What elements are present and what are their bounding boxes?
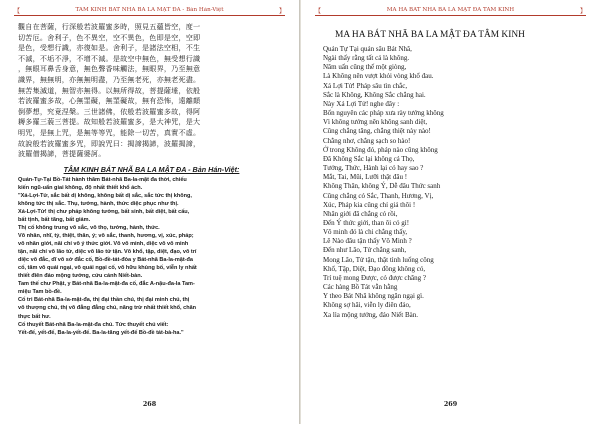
sutra-title: MA HA BÁT NHÃ BA LA MẬT ĐA TÂM KINH <box>335 30 525 40</box>
verse-line: Này Xá Lợi Tử! nghe đây : <box>323 99 400 108</box>
verse-line: Y theo Bát Nhã không ngăn ngại gì. <box>323 292 424 301</box>
verse-line: Vô minh đó là chi chẳng thấy, <box>323 228 408 237</box>
vietnamese-text-line: Vô nhãn, nhĩ, tỷ, thiệt, thân, ý; vô sắc, thanh, hương, vị, xúc, pháp; <box>18 233 194 240</box>
verse-line: Đến như Lão, Tử chẳng sanh, <box>323 246 407 255</box>
right-page-body <box>323 22 582 320</box>
chinese-text-line: 無苦集滅道，無智亦無得。以無所得故，菩提薩埵，依般 <box>18 85 201 95</box>
vietnamese-text-line: Tam thế chư Phật, y Bát-nhã Ba-la-mật-đa cố, đắc A-nậu-đa-la Tam- <box>18 281 195 288</box>
vietnamese-text-line: kiến ngũ-uẩn giai không, độ nhất thiết khổ ách. <box>18 184 143 191</box>
verse-line: Các hàng Bồ Tát vẫn hằng <box>323 283 398 292</box>
vietnamese-text-line: vô nhãn giới, nãi chí vô ý thức giới. Vô vô minh, diệc vô vô minh <box>18 241 189 248</box>
verse-line: Ngài thấy rằng tất cả là không. <box>323 54 410 63</box>
vietnamese-text-line: không tức thị sắc. Thụ, tưởng, hành, thức diệc phục như thị. <box>18 200 179 207</box>
verse-line: Không sợ hãi, viễn ly điên đảo, <box>323 301 411 310</box>
right-running-head-end-mark: 】 <box>579 8 586 15</box>
verse-line: Tưởng, Thức, Hành lại có hay sao ? <box>323 164 424 173</box>
verse-line: Năm uẩn cũng thế một giòng, <box>323 63 407 72</box>
chinese-text-block <box>18 22 285 160</box>
verse-line: Lẽ Nào đâu tận thấy Vô Minh ? <box>323 237 412 246</box>
verse-line: Mong Lão, Tử tận, thật tình luống công <box>323 255 434 264</box>
chinese-text-line: 切苦厄。舍利子，色不異空，空不異色，色即是空，空即 <box>18 32 201 42</box>
vietnamese-text-line: Cố thuyết Bát-nhã Ba-la-mật-đa chú. Tức thuyết chú viết: <box>18 321 169 328</box>
verse-line: Đến Ý thức giới, than ôi có gì! <box>323 218 410 227</box>
vietnamese-text-line: tận, nãi chí vô lão tử, diệc vô lão tử tận. Vô khổ, tập, diệt, đạo, vô trí <box>18 249 197 256</box>
verse-line: Xa lìa mộng tưởng, đáo Niết Bàn. <box>323 310 418 319</box>
verse-line: Cũng chẳng có Sắc, Thanh, Hương, Vị, <box>323 191 434 200</box>
verse-line: Quán Tự Tại quán sâu Bát Nhã, <box>323 45 412 53</box>
vietnamese-text-line: diệc vô đắc, dĩ vô sở đắc cố, Bồ-đề-tát-đỏa y Bát-nhã Ba-la-mật-đa <box>18 257 194 264</box>
vietnamese-text-line: Thị cố không trung vô sắc, vô thọ, tưởng, hành, thức. <box>18 225 160 231</box>
vietnamese-text-line: "Xá-Lợi-Tử, sắc bất dị không, không bất dị sắc, sắc tức thị không, <box>18 192 192 199</box>
left-running-head <box>14 7 285 16</box>
vietnamese-text-line: miệu Tam bồ-đề. <box>18 289 62 296</box>
vietnamese-text-line: thực bất hư. <box>18 313 51 320</box>
chinese-text-line: 觀自在菩薩，行深般若波羅蜜多時，照見五蘊皆空，度一 <box>18 22 201 31</box>
chinese-text-line: 耨多羅三藐三菩提。故知般若波羅蜜多，是大神咒，是大 <box>18 117 201 127</box>
vietnamese-text-line: vô thượng chú, thị vô đẳng đẳng chú, năng trừ nhất thiết khổ, chân <box>18 305 197 312</box>
verse-line: Khổ, Tập, Diệt, Đạo đồng không có, <box>323 264 426 273</box>
chinese-text-line: 不滅，不垢不淨，不增不減。是故空中無色，無受想行識 <box>18 53 201 63</box>
verse-line: Chẳng nhơ, chẳng sạch so hào! <box>323 136 411 145</box>
verse-line: Trí tuệ mong Được, có được chăng ? <box>323 273 426 282</box>
chinese-text-line: 識界，無無明，亦無無明盡，乃至無老死，亦無老死盡。 <box>18 74 201 84</box>
chinese-text-line: 波羅僧揭諦，菩提薩婆訶。 <box>18 149 106 159</box>
right-running-head-start-mark: 【 <box>315 8 322 15</box>
verse-line: Nhãn giới đã chẳng có rồi, <box>323 209 398 218</box>
left-running-head-end-mark: 】 <box>278 8 285 15</box>
vietnamese-text-line: bất tịnh, bất tăng, bất giảm. <box>18 216 91 223</box>
chinese-text-line: 明咒，是無上咒，是無等等咒，能除一切苦，真實不虛。 <box>18 127 201 137</box>
chinese-text-line: 若波羅蜜多故，心無罣礙，無罣礙故，無有恐怖，遠離顛 <box>18 96 201 106</box>
verse-line: Bổn nguyên các pháp xưa rày tướng không <box>323 109 444 118</box>
verse-line: Xúc, Pháp kia cũng chỉ giả thôi ! <box>323 200 416 209</box>
right-page <box>300 0 600 424</box>
verse-block <box>323 45 582 320</box>
left-page-number: 268 <box>142 400 157 408</box>
left-running-head-text: TÂM KINH BÁT NHÃ BA LA MẬT ĐA - Bản Hán-Việt <box>75 7 224 13</box>
vietnamese-text-line: Quán-Tự-Tại Bồ-Tát hành thâm Bát-nhã Ba-la-mật đa thời, chiếu <box>18 176 187 183</box>
chinese-text-line: 倒夢想，究竟涅槃。三世諸佛，依般若波羅蜜多故，得阿 <box>18 106 201 116</box>
verse-line: Không Thân, không Ý, Dễ đâu Thức sanh <box>323 182 441 191</box>
verse-line: Ở trong Không đó, pháp nào cũng không <box>323 145 438 154</box>
right-running-head <box>315 7 586 16</box>
verse-line: Sắc là Không, Không Sắc chẳng hai. <box>323 90 426 99</box>
verse-line: Cũng chẳng tăng, chẳng thiệt này nào! <box>323 127 431 136</box>
vietnamese-text-line: Cố tri Bát-nhã Ba-la-mật-đa, thị đại thần chú, thị đại minh chú, thị <box>18 297 190 304</box>
verse-line: Là Không nên vượt khỏi vòng khổ đau. <box>323 72 434 81</box>
right-running-head-text: MA HA BÁT NHÃ BA LA MẬT ĐA TÂM KINH <box>386 7 515 13</box>
vietnamese-text-line: thiết điên đảo mộng tưởng, cứu cánh Niết-bàn. <box>18 273 143 280</box>
chinese-text-line: ，無眼耳鼻舌身意，無色聲香味觸法，無眼界，乃至無意 <box>18 64 201 74</box>
verse-line: Vì không tướng nên không sanh diệt, <box>323 118 428 127</box>
chinese-text-line: 是色，受想行識，亦復如是。舍利子，是諸法空相，不生 <box>18 43 201 53</box>
left-page-body <box>18 22 285 337</box>
section-title: TÂM KINH BÁT NHÃ BA LA MẬT ĐA - Bản Hán-Việt: <box>63 164 240 174</box>
verse-line: Xá Lợi Tử! Pháp sâu tìn chắc, <box>323 81 408 90</box>
vietnamese-text-line: cố, tâm vô quái ngại, vô quái ngại cố, vô hữu khủng bố, viễn ly nhất <box>18 265 197 272</box>
verse-line: Đã Không Sắc lại không cả Thọ, <box>323 154 415 163</box>
vietnamese-text-line: Xá-Lợi-Tử! thị chư pháp không tướng, bất sinh, bất diệt, bất cấu, <box>18 208 190 215</box>
right-page-number: 269 <box>443 400 458 408</box>
vietnamese-text-block <box>18 176 285 337</box>
chinese-text-line: 故說般若波羅蜜多咒，即說咒曰：揭諦揭諦，波羅揭諦， <box>18 138 201 148</box>
verse-line: Mắt, Tai, Mũi, Lưỡi thật đâu ! <box>323 173 408 182</box>
left-running-head-start-mark: 【 <box>14 8 21 15</box>
vietnamese-text-line: Yết-đế, yết-đế, Ba-la-yết-đế. Ba-la-tăng yết-đế Bồ-đề tát-bà-ha." <box>18 329 184 336</box>
